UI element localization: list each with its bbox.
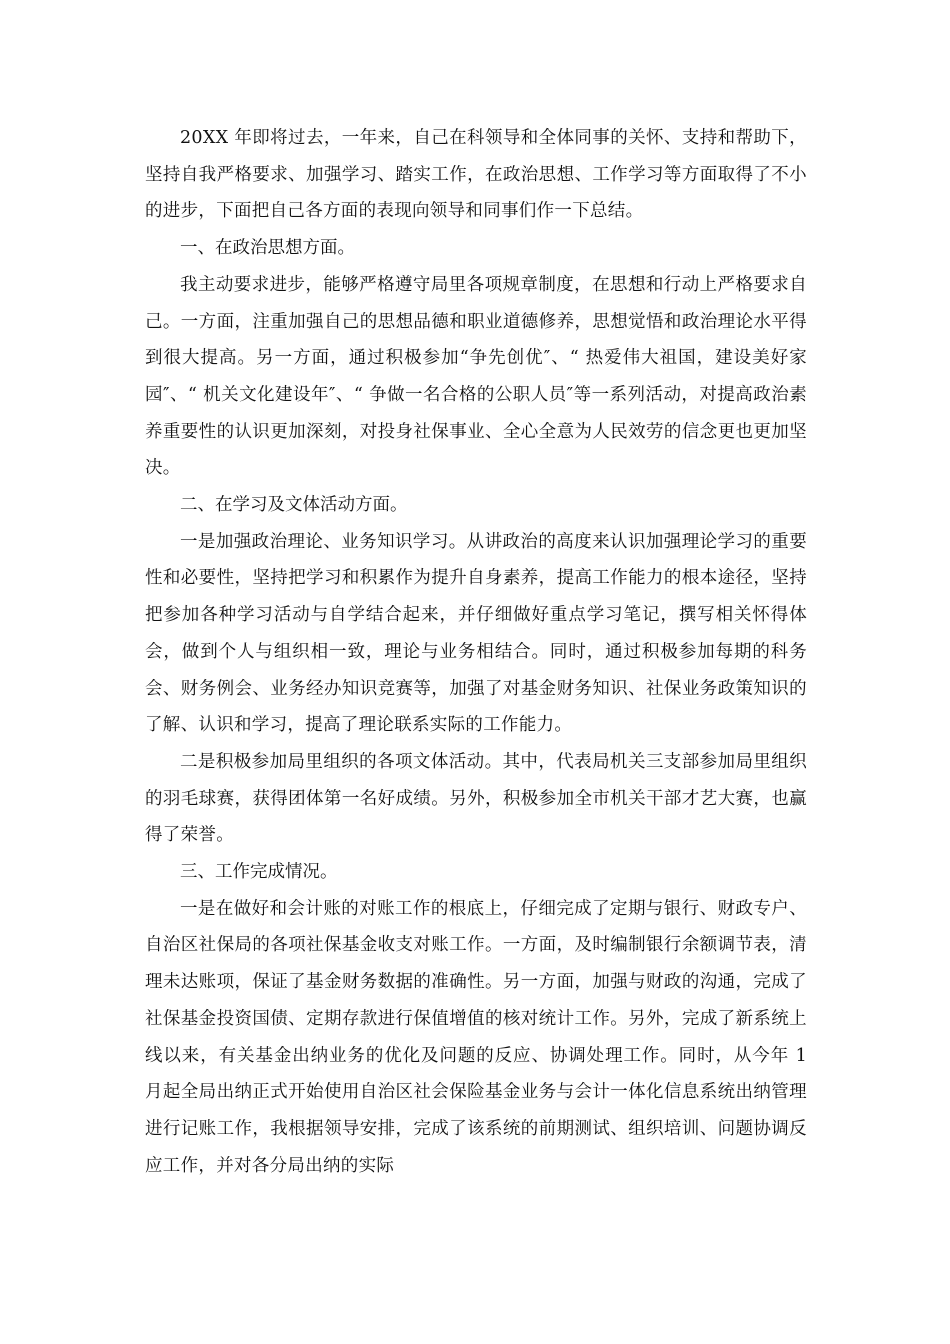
paragraph-political: 我主动要求进步，能够严格遵守局里各项规章制度，在思想和行动上严格要求自己。一方面，注重加强自己的思想品德和职业道德修养，思想觉悟和政治理论水平得到很大提高。另一方面，通过积极参加“争先创优″、“ 热爱伟大祖国，建设美好家园″、“ 机关文化建设年″、“ 争做一名合格的公职人员″等一系列活动，对提高政治素养重要性的认识更加深刻，对投身社保事业、全心全意为人民效劳的信念更也更加坚决。 [145,274,807,479]
paragraph-study-activities: 二是积极参加局里组织的各项文体活动。其中，代表局机关三支部参加局里组织的羽毛球赛，获得团体第一名好成绩。另外，积极参加全市机关干部才艺大赛，也赢得了荣誉。 [145,751,807,846]
section-heading-work: 三、工作完成情况。 [180,862,338,883]
paragraph-study-theory: 一是加强政治理论、业务知识学习。从讲政治的高度来认识加强理论学习的重要性和必要性，坚持把学习和积累作为提升自身素养，提高工作能力的根本途径，坚持把参加各种学习活动与自学结合起来，并仔细做好重点学习笔记，撰写相关怀得体会，做到个人与组织相一致，理论与业务相结合。同时，通过积极参加每期的科务会、财务例会、业务经办知识竞赛等，加强了对基金财务知识、社保业务政策知识的了解、认识和学习，提高了理论联系实际的工作能力。 [145,531,807,736]
paragraph-work-reconciliation: 一是在做好和会计账的对账工作的根底上，仔细完成了定期与银行、财政专户、自治区社保局的各项社保基金收支对账工作。一方面，及时编制银行余额调节表，清理未达账项，保证了基金财务数据的准确性。另一方面，加强与财政的沟通，完成了社保基金投资国债、定期存款进行保值增值的核对统计工作。另外，完成了新系统上线以来，有关基金出纳业务的优化及问题的反应、协调处理工作。同时，从今年 1 月起全局出纳正式开始使用自治区社会保险基金业务与会计一体化信息系统出纳管理进行记账工作，我根据领导安排，完成了该系统的前期测试、组织培训、问题协调反应工作，并对各分局出纳的实际 [145,898,807,1176]
document-body [145,120,807,1184]
section-heading-study: 二、在学习及文体活动方面。 [180,495,408,516]
section-heading-political: 一、在政治思想方面。 [180,238,355,259]
paragraph-intro: 20XX 年即将过去，一年来，自己在科领导和全体同事的关怀、支持和帮助下，坚持自我严格要求、加强学习、踏实工作，在政治思想、工作学习等方面取得了不小的进步，下面把自己各方面的表现向领导和同事们作一下总结。 [145,128,807,222]
